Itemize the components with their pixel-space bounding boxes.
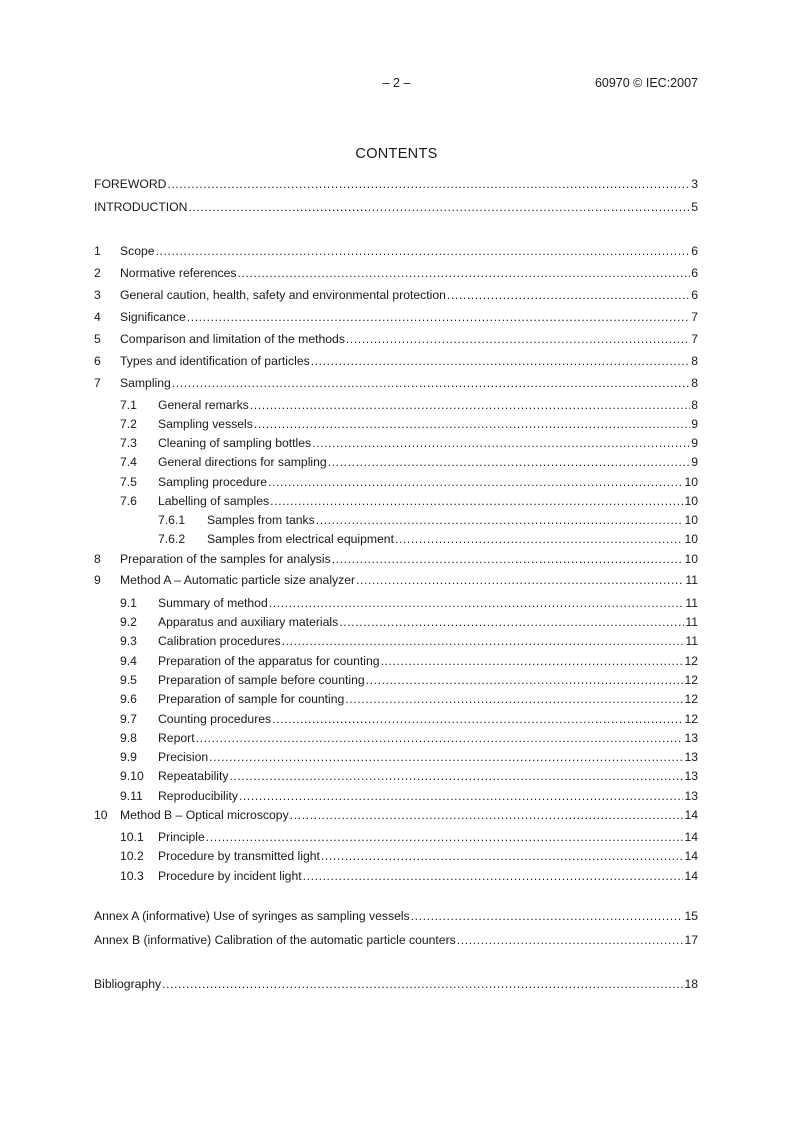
toc-entry-title: Report: [158, 731, 195, 745]
toc-entry[interactable]: [94, 768, 698, 784]
toc-entry-number: 7.2: [120, 417, 137, 431]
toc-entry-title: Preparation of sample for counting: [158, 692, 345, 706]
toc-entry-page: 17: [684, 933, 698, 947]
toc-entry[interactable]: [94, 331, 698, 347]
toc-entry-number: 1: [94, 244, 101, 258]
toc-entry-page: 10: [684, 513, 698, 527]
toc-entry-page: 6: [691, 244, 698, 258]
toc-entry-page: 8: [691, 376, 698, 390]
toc-entry-title: Samples from electrical equipment: [207, 532, 394, 546]
toc-entry[interactable]: [94, 788, 698, 804]
toc-entry[interactable]: [94, 397, 698, 413]
toc-entry[interactable]: [94, 749, 698, 765]
toc-entry-page: 13: [684, 731, 698, 745]
toc-entry-number: 9: [94, 573, 101, 587]
toc-entry-number: 9.7: [120, 712, 137, 726]
toc-entry-title: General remarks: [158, 398, 249, 412]
toc-entry-page: 10: [684, 552, 698, 566]
toc-entry-page: 12: [684, 654, 698, 668]
toc-leader-dots: [206, 829, 684, 845]
toc-entry[interactable]: [94, 375, 698, 391]
toc-entry-page: 7: [691, 332, 698, 346]
toc-leader-dots: [209, 749, 683, 765]
toc-entry-page: 10: [684, 475, 698, 489]
toc-leader-dots: [167, 176, 690, 192]
toc-entry-page: 8: [691, 398, 698, 412]
toc-entry-title: Procedure by incident light: [158, 869, 302, 883]
toc-entry-number: 3: [94, 288, 101, 302]
toc-leader-dots: [312, 435, 690, 451]
toc-entry-page: 5: [691, 200, 698, 214]
toc-leader-dots: [270, 493, 683, 509]
toc-entry-title: Annex A (informative) Use of syringes as sampling vessels: [94, 909, 410, 923]
toc-entry-number: 5: [94, 332, 101, 346]
toc-entry-page: 9: [691, 417, 698, 431]
toc-entry-page: 12: [684, 692, 698, 706]
toc-entry-number: 7: [94, 376, 101, 390]
toc-entry-page: 14: [684, 869, 698, 883]
toc-leader-dots: [447, 287, 690, 303]
standard-reference: 60970 © IEC:2007: [594, 76, 698, 90]
toc-leader-dots: [156, 243, 691, 259]
toc-entry-title: Principle: [158, 830, 205, 844]
toc-entry-title: Cleaning of sampling bottles: [158, 436, 312, 450]
toc-leader-dots: [188, 199, 690, 215]
toc-entry[interactable]: [94, 309, 698, 325]
toc-entry[interactable]: [94, 730, 698, 746]
toc-entry[interactable]: [94, 868, 698, 884]
toc-entry[interactable]: [94, 243, 698, 259]
toc-entry-page: 12: [684, 673, 698, 687]
toc-entry-number: 9.9: [120, 750, 137, 764]
toc-entry-title: Bibliography: [94, 977, 162, 991]
toc-entry[interactable]: [94, 807, 698, 823]
toc-entry-number: 7.1: [120, 398, 137, 412]
toc-entry-title: Normative references: [120, 266, 237, 280]
toc-entry-number: 7.6.1: [158, 513, 186, 527]
toc-leader-dots: [316, 512, 684, 528]
toc-entry[interactable]: [94, 829, 698, 845]
toc-entry-title: Sampling procedure: [158, 475, 268, 489]
toc-entry-title: Apparatus and auxiliary materials: [158, 615, 339, 629]
toc-leader-dots: [332, 551, 684, 567]
toc-entry[interactable]: [94, 265, 698, 281]
toc-entry-number: 10.1: [120, 830, 144, 844]
toc-entry-number: 9.5: [120, 673, 137, 687]
toc-entry-number: 7.6: [120, 494, 137, 508]
toc-entry-number: 9.8: [120, 731, 137, 745]
toc-leader-dots: [238, 265, 691, 281]
toc-entry-title: Annex B (informative) Calibration of the automatic particle counters: [94, 933, 456, 947]
toc-entry-number: 4: [94, 310, 101, 324]
toc-entry-title: Preparation of sample before counting: [158, 673, 365, 687]
toc-entry-number: 10: [94, 808, 108, 822]
toc-entry-title: Reproducibility: [158, 789, 238, 803]
toc-entry-title: General caution, health, safety and environmental protection: [120, 288, 446, 302]
toc-entry-title: Method B – Optical microscopy: [120, 808, 289, 822]
toc-entry[interactable]: [94, 353, 698, 369]
toc-entry-page: 6: [691, 288, 698, 302]
toc-entry-number: 9.4: [120, 654, 137, 668]
toc-entry-page: 11: [685, 596, 698, 610]
toc-entry[interactable]: [94, 572, 698, 588]
toc-leader-dots: [272, 711, 683, 727]
toc-leader-dots: [196, 730, 684, 746]
toc-entry[interactable]: [94, 454, 698, 470]
toc-entry[interactable]: [94, 531, 698, 547]
toc-leader-dots: [346, 331, 690, 347]
toc-entry-number: 9.2: [120, 615, 137, 629]
toc-entry[interactable]: [94, 435, 698, 451]
toc-entry-title: Calibration procedures: [158, 634, 281, 648]
toc-leader-dots: [366, 672, 684, 688]
toc-entry-page: 13: [684, 789, 698, 803]
toc-entry-number: 10.3: [120, 869, 144, 883]
toc-leader-dots: [268, 474, 683, 490]
toc-entry-page: 6: [691, 266, 698, 280]
toc-entry-number: 7.4: [120, 455, 137, 469]
toc-leader-dots: [356, 572, 684, 588]
toc-leader-dots: [172, 375, 690, 391]
toc-entry-title: Counting procedures: [158, 712, 272, 726]
toc-entry-page: 10: [684, 494, 698, 508]
page-number: – 2 –: [382, 76, 411, 90]
toc-entry-title: Sampling vessels: [158, 417, 253, 431]
toc-entry-number: 9.6: [120, 692, 137, 706]
toc-entry-page: 10: [684, 532, 698, 546]
toc-entry[interactable]: [94, 176, 698, 192]
toc-title: CONTENTS: [355, 146, 438, 162]
toc-entry-title: INTRODUCTION: [94, 200, 188, 214]
toc-entry-page: 9: [691, 455, 698, 469]
toc-leader-dots: [290, 807, 684, 823]
toc-entry-title: Procedure by transmitted light: [158, 849, 320, 863]
toc-entry-title: Preparation of the samples for analysis: [120, 552, 331, 566]
toc-entry-page: 8: [691, 354, 698, 368]
toc-entry-page: 18: [684, 977, 698, 991]
toc-entry-page: 11: [685, 573, 698, 587]
toc-entry[interactable]: [94, 653, 698, 669]
toc-entry[interactable]: [94, 614, 698, 630]
toc-entry-number: 6: [94, 354, 101, 368]
toc-leader-dots: [395, 531, 683, 547]
toc-entry-number: 10.2: [120, 849, 144, 863]
toc-entry-number: 7.3: [120, 436, 137, 450]
toc-leader-dots: [321, 848, 684, 864]
toc-entry[interactable]: [94, 976, 698, 992]
toc-entry-page: 14: [684, 808, 698, 822]
toc-entry-title: Repeatability: [158, 769, 229, 783]
toc-entry[interactable]: [94, 711, 698, 727]
toc-entry[interactable]: [94, 848, 698, 864]
toc-entry[interactable]: [94, 416, 698, 432]
toc-entry-title: Sampling: [120, 376, 171, 390]
toc-entry[interactable]: [94, 932, 698, 948]
toc-leader-dots: [457, 932, 684, 948]
toc-leader-dots: [381, 653, 684, 669]
toc-entry[interactable]: [94, 595, 698, 611]
toc-entry-page: 13: [684, 769, 698, 783]
toc-entry-number: 8: [94, 552, 101, 566]
toc-entry-number: 9.11: [120, 789, 143, 803]
toc-entry-title: FOREWORD: [94, 177, 167, 191]
toc-entry-title: Summary of method: [158, 596, 268, 610]
toc-leader-dots: [229, 768, 683, 784]
toc-entry-page: 11: [685, 615, 698, 629]
toc-entry-page: 12: [684, 712, 698, 726]
toc-leader-dots: [345, 691, 683, 707]
toc-leader-dots: [269, 595, 685, 611]
toc-entry[interactable]: [94, 512, 698, 528]
toc-entry-page: 14: [684, 830, 698, 844]
toc-leader-dots: [239, 788, 684, 804]
toc-entry-page: 3: [691, 177, 698, 191]
toc-entry-title: Scope: [120, 244, 155, 258]
toc-entry[interactable]: [94, 672, 698, 688]
toc-entry[interactable]: [94, 474, 698, 490]
toc-entry-number: 9.3: [120, 634, 137, 648]
toc-leader-dots: [250, 397, 690, 413]
toc-entry-number: 9.10: [120, 769, 144, 783]
toc-entry-page: 14: [684, 849, 698, 863]
toc-entry-page: 7: [691, 310, 698, 324]
toc-entry-title: Samples from tanks: [207, 513, 315, 527]
toc-leader-dots: [311, 353, 691, 369]
toc-entry[interactable]: [94, 908, 698, 924]
toc-entry-number: 7.6.2: [158, 532, 186, 546]
toc-leader-dots: [187, 309, 691, 325]
toc-leader-dots: [303, 868, 684, 884]
toc-entry-number: 2: [94, 266, 101, 280]
toc-entry-page: 13: [684, 750, 698, 764]
toc-entry-page: 11: [685, 634, 698, 648]
toc-entry-title: General directions for sampling: [158, 455, 327, 469]
toc-leader-dots: [339, 614, 684, 630]
toc-entry-title: Significance: [120, 310, 186, 324]
toc-entry[interactable]: [94, 551, 698, 567]
toc-entry-number: 7.5: [120, 475, 137, 489]
toc-leader-dots: [411, 908, 684, 924]
toc-entry[interactable]: [94, 493, 698, 509]
toc-entry-title: Preparation of the apparatus for counting: [158, 654, 380, 668]
toc-leader-dots: [282, 633, 685, 649]
toc-entry-title: Labelling of samples: [158, 494, 270, 508]
toc-entry[interactable]: [94, 633, 698, 649]
toc-entry-title: Comparison and limitation of the methods: [120, 332, 345, 346]
toc-entry-title: Method A – Automatic particle size analyzer: [120, 573, 356, 587]
toc-leader-dots: [328, 454, 691, 470]
toc-leader-dots: [162, 976, 683, 992]
toc-entry[interactable]: [94, 287, 698, 303]
toc-entry-page: 9: [691, 436, 698, 450]
toc-entry[interactable]: [94, 199, 698, 215]
toc-entry-number: 9.1: [120, 596, 137, 610]
toc-entry-page: 15: [684, 909, 698, 923]
toc-entry[interactable]: [94, 691, 698, 707]
toc-entry-title: Precision: [158, 750, 209, 764]
toc-leader-dots: [254, 416, 690, 432]
toc-entry-title: Types and identification of particles: [120, 354, 310, 368]
